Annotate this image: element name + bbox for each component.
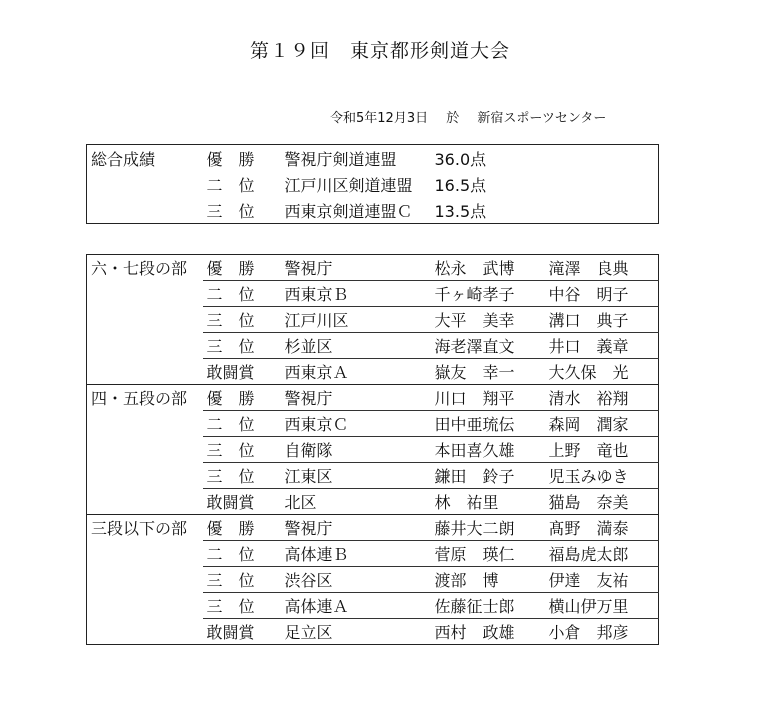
player-1-name: 林 祐里 — [431, 489, 545, 515]
overall-row — [87, 171, 659, 197]
division-row — [87, 385, 659, 411]
division-row — [87, 593, 659, 619]
rank-label: 三 位 — [206, 201, 255, 221]
rank-label: 三 位 — [203, 437, 281, 463]
team-name: 高体連Ｂ — [281, 541, 431, 567]
category-label — [87, 567, 203, 593]
category-label — [87, 307, 203, 333]
category-label — [87, 619, 203, 645]
division-row — [87, 541, 659, 567]
player-1-name: 大平 美幸 — [431, 307, 545, 333]
player-2-name: 児玉みゆき — [545, 463, 659, 489]
rank-label: 優 勝 — [206, 149, 255, 169]
division-row — [87, 619, 659, 645]
rank-label: 三 位 — [203, 307, 281, 333]
division-row — [87, 567, 659, 593]
category-label: 総合成績 — [91, 149, 156, 169]
rank-label: 敢闘賞 — [203, 359, 281, 385]
player-2-name: 大久保 光 — [545, 359, 659, 385]
team-name: 北区 — [281, 489, 431, 515]
overall-row — [87, 145, 659, 172]
category-label: 六・七段の部 — [91, 259, 188, 279]
category-label — [87, 437, 203, 463]
overall-row — [87, 197, 659, 224]
player-1-name: 田中亜琉伝 — [431, 411, 545, 437]
rank-label: 二 位 — [203, 411, 281, 437]
team-name: 江戸川区剣道連盟 — [284, 175, 413, 195]
team-score: 13.5点 — [434, 201, 487, 221]
rank-label: 二 位 — [203, 541, 281, 567]
category-label — [87, 359, 203, 385]
rank-label: 三 位 — [203, 463, 281, 489]
team-name: 江東区 — [281, 463, 431, 489]
event-date: 令和5年12月3日 — [330, 111, 429, 126]
category-label — [87, 463, 203, 489]
player-2-name: 中谷 明子 — [545, 281, 659, 307]
player-2-name: 清水 裕翔 — [545, 385, 659, 411]
player-1-name: 渡部 博 — [431, 567, 545, 593]
team-name: 警視庁剣道連盟 — [284, 149, 397, 169]
category-label — [87, 541, 203, 567]
venue-name: 新宿スポーツセンター — [477, 111, 607, 126]
division-results-table — [86, 254, 659, 645]
team-name: 警視庁 — [281, 255, 431, 281]
team-name: 西東京Ｂ — [281, 281, 431, 307]
rank-label: 敢闘賞 — [206, 623, 255, 642]
player-1-name: 川口 翔平 — [431, 385, 545, 411]
rank-label: 敢闘賞 — [203, 489, 281, 515]
division-row — [87, 307, 659, 333]
team-score: 16.5点 — [434, 175, 487, 195]
rank-label: 三 位 — [203, 567, 281, 593]
rank-label: 優 勝 — [203, 255, 281, 281]
team-name: 西東京剣道連盟Ｃ — [284, 201, 413, 221]
division-row — [87, 515, 659, 541]
player-1-name: 菅原 瑛仁 — [431, 541, 545, 567]
player-1-name: 藤井大二朗 — [431, 515, 545, 541]
player-2-name: 滝澤 良典 — [545, 255, 659, 281]
rank-label: 三 位 — [203, 333, 281, 359]
rank-label: 二 位 — [203, 281, 281, 307]
division-row — [87, 333, 659, 359]
player-1-name: 本田喜久雄 — [431, 437, 545, 463]
player-2-name: 井口 義章 — [545, 333, 659, 359]
player-1-name: 松永 武博 — [431, 255, 545, 281]
division-row — [87, 463, 659, 489]
division-row — [87, 255, 659, 281]
player-2-name: 上野 竜也 — [545, 437, 659, 463]
team-name: 警視庁 — [281, 515, 431, 541]
rank-label: 優 勝 — [203, 515, 281, 541]
player-1-name: 佐藤征士郎 — [431, 593, 545, 619]
team-name: 西東京Ａ — [281, 359, 431, 385]
rank-label: 優 勝 — [203, 385, 281, 411]
player-2-name: 森岡 潤家 — [545, 411, 659, 437]
team-name: 足立区 — [284, 623, 333, 642]
player-2-name: 小倉 邦彦 — [548, 623, 629, 642]
rank-label: 三 位 — [203, 593, 281, 619]
rank-label: 二 位 — [206, 175, 255, 195]
team-name: 自衛隊 — [281, 437, 431, 463]
team-name: 西東京Ｃ — [281, 411, 431, 437]
player-1-name: 鎌田 鈴子 — [431, 463, 545, 489]
player-2-name: 髙野 満泰 — [545, 515, 659, 541]
category-label — [87, 411, 203, 437]
player-1-name: 千ヶ崎孝子 — [431, 281, 545, 307]
team-name: 杉並区 — [281, 333, 431, 359]
team-name: 警視庁 — [281, 385, 431, 411]
category-label — [87, 171, 203, 197]
player-2-name: 横山伊万里 — [545, 593, 659, 619]
category-label — [87, 281, 203, 307]
venue-prefix: 於 — [446, 111, 460, 126]
date-venue-line — [330, 107, 620, 126]
division-row — [87, 489, 659, 515]
player-1-name: 海老澤直文 — [431, 333, 545, 359]
division-row — [87, 281, 659, 307]
division-row — [87, 411, 659, 437]
team-name: 高体連Ａ — [281, 593, 431, 619]
category-label — [87, 593, 203, 619]
category-label: 四・五段の部 — [91, 389, 188, 409]
team-name: 江戸川区 — [281, 307, 431, 333]
page-title: 第１９回 東京都形剣道大会 — [249, 40, 510, 62]
category-label: 三段以下の部 — [91, 519, 188, 539]
division-row — [87, 437, 659, 463]
player-2-name: 伊達 友祐 — [545, 567, 659, 593]
player-1-name: 西村 政雄 — [434, 623, 515, 642]
category-label — [87, 197, 203, 224]
overall-results-table — [86, 144, 659, 224]
player-2-name: 猫島 奈美 — [545, 489, 659, 515]
category-label — [87, 333, 203, 359]
team-score: 36.0点 — [434, 149, 487, 169]
division-row — [87, 359, 659, 385]
player-2-name: 福島虎太郎 — [545, 541, 659, 567]
category-label — [87, 489, 203, 515]
player-2-name: 溝口 典子 — [545, 307, 659, 333]
team-name: 渋谷区 — [281, 567, 431, 593]
player-1-name: 嶽友 幸一 — [431, 359, 545, 385]
